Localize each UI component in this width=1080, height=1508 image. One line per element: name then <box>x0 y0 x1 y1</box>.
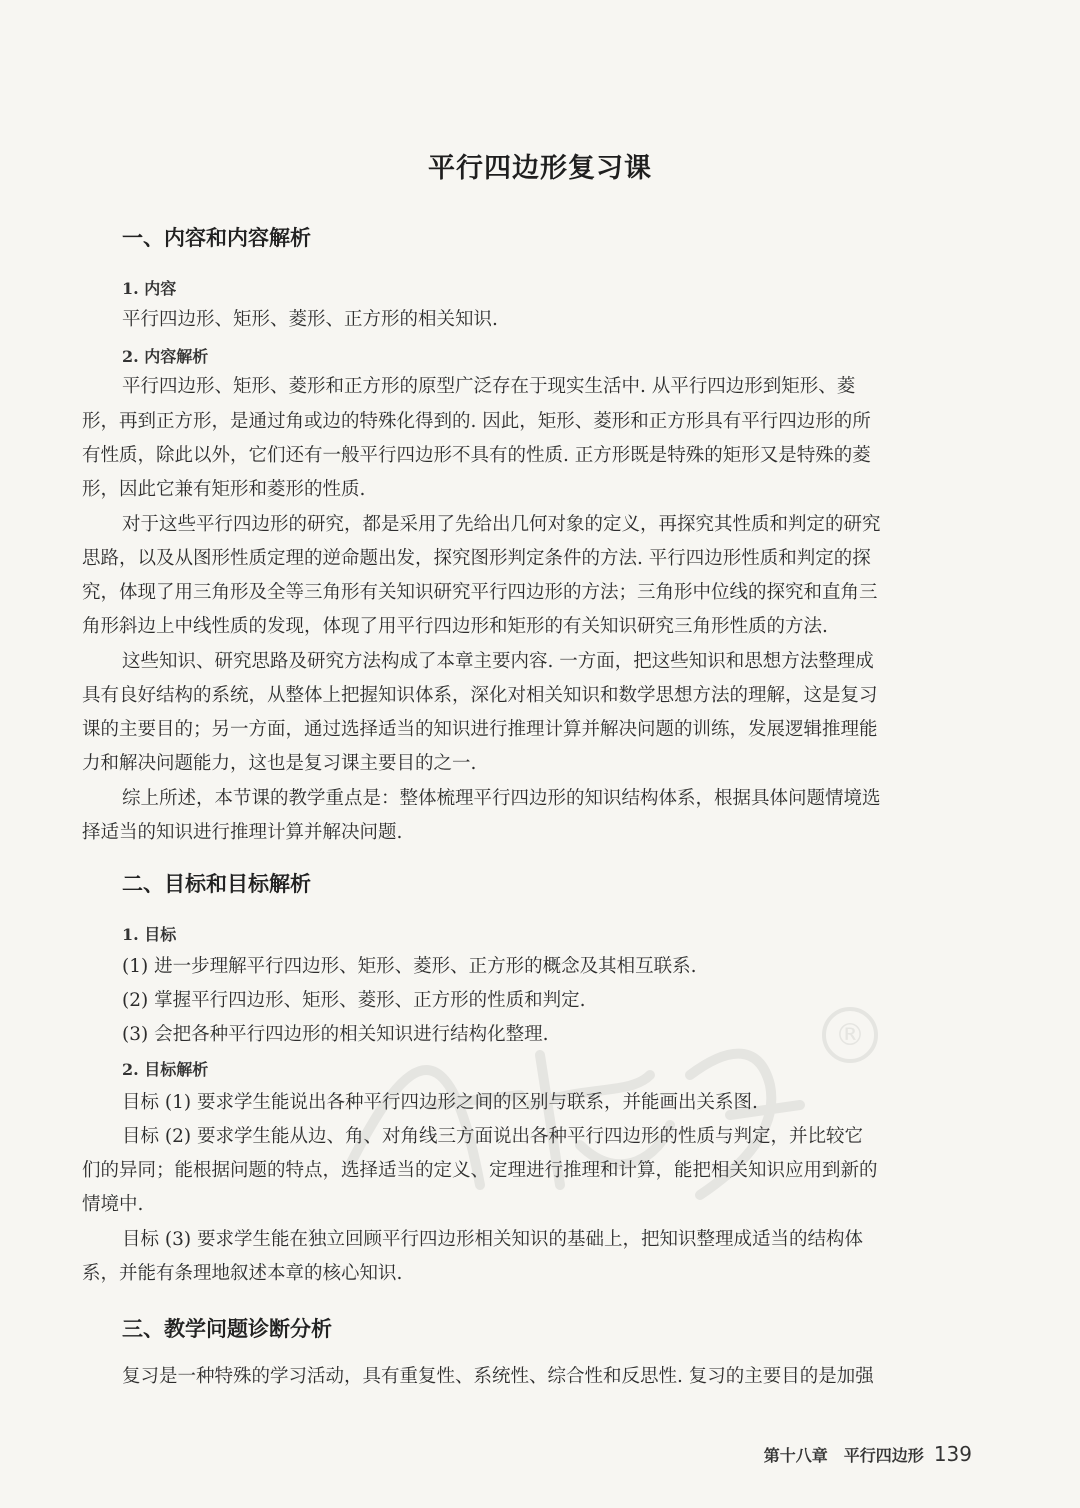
paragraph-line: 思路，以及从图形性质定理的逆命题出发，探究图形判定条件的方法. 平行四边形性质和判定的探 <box>82 548 871 569</box>
paragraph-line: 情境中. <box>82 1194 144 1215</box>
paragraph-line: 平行四边形、矩形、菱形、正方形的相关知识. <box>122 309 498 330</box>
paragraph-line: 形，再到正方形，是通过角或边的特殊化得到的. 因此，矩形、菱形和正方形具有平行四边形的所 <box>82 411 871 432</box>
paragraph-line: 课的主要目的；另一方面，通过选择适当的知识进行推理计算并解决问题的训练，发展逻辑推理能 <box>82 719 878 740</box>
paragraph-line: 综上所述，本节课的教学重点是：整体梳理平行四边形的知识结构体系，根据具体问题情境选 <box>122 788 881 809</box>
footer-chapter: 第十八章 平行四边形 <box>763 1446 924 1465</box>
section-heading-content: 一、内容和内容解析 <box>122 226 311 250</box>
subheading-goals: 1. 目标 <box>122 925 177 944</box>
registered-mark: ® <box>835 1018 865 1053</box>
paragraph-line: 复习是一种特殊的学习活动，具有重复性、系统性、综合性和反思性. 复习的主要目的是加强 <box>122 1366 874 1387</box>
paragraph-line: 择适当的知识进行推理计算并解决问题. <box>82 822 403 843</box>
subheading-goals-analysis: 2. 目标解析 <box>122 1060 209 1079</box>
paragraph-line: 形，因此它兼有矩形和菱形的性质. <box>82 479 366 500</box>
paragraph-line: 这些知识、研究思路及研究方法构成了本章主要内容. 一方面，把这些知识和思想方法整理成 <box>122 651 874 672</box>
section-heading-goals: 二、目标和目标解析 <box>122 872 311 896</box>
page-footer <box>764 1442 972 1466</box>
paragraph-line: 具有良好结构的系统，从整体上把握知识体系，深化对相关知识和数学思想方法的理解，这是复习 <box>82 685 878 706</box>
page-title: 平行四边形复习课 <box>428 153 652 184</box>
paragraph-line: 有性质，除此以外，它们还有一般平行四边形不具有的性质. 正方形既是特殊的矩形又是特殊的菱 <box>82 445 871 466</box>
paragraph-line: 系，并能有条理地叙述本章的核心知识. <box>82 1263 403 1284</box>
paragraph-line: 们的异同；能根据问题的特点，选择适当的定义、定理进行推理和计算，能把相关知识应用到新的 <box>82 1160 878 1181</box>
goal-item: (2) 掌握平行四边形、矩形、菱形、正方形的性质和判定. <box>122 990 586 1011</box>
paragraph-line: 平行四边形、矩形、菱形和正方形的原型广泛存在于现实生活中. 从平行四边形到矩形、菱 <box>122 376 856 397</box>
paragraph-line: 目标 (1) 要求学生能说出各种平行四边形之间的区别与联系，并能画出关系图. <box>122 1092 758 1113</box>
paragraph-line: 究，体现了用三角形及全等三角形有关知识研究平行四边形的方法；三角形中位线的探究和直角三 <box>82 582 878 603</box>
subheading-content-analysis: 2. 内容解析 <box>122 347 209 366</box>
goal-item: (3) 会把各种平行四边形的相关知识进行结构化整理. <box>122 1024 549 1045</box>
page-number: 139 <box>933 1442 972 1466</box>
paragraph-line: 力和解决问题能力，这也是复习课主要目的之一. <box>82 753 477 774</box>
paragraph-line: 对于这些平行四边形的研究，都是采用了先给出几何对象的定义，再探究其性质和判定的研究 <box>122 514 881 535</box>
paragraph-line: 目标 (2) 要求学生能从边、角、对角线三方面说出各种平行四边形的性质与判定，并比较它 <box>122 1126 863 1147</box>
goal-item: (1) 进一步理解平行四边形、矩形、菱形、正方形的概念及其相互联系. <box>122 956 697 977</box>
paragraph-line: 目标 (3) 要求学生能在独立回顾平行四边形相关知识的基础上，把知识整理成适当的结构体 <box>122 1229 863 1250</box>
paragraph-line: 角形斜边上中线性质的发现，体现了用平行四边形和矩形的有关知识研究三角形性质的方法. <box>82 616 828 637</box>
subheading-content: 1. 内容 <box>122 279 177 298</box>
section-heading-diagnosis: 三、教学问题诊断分析 <box>122 1317 332 1341</box>
